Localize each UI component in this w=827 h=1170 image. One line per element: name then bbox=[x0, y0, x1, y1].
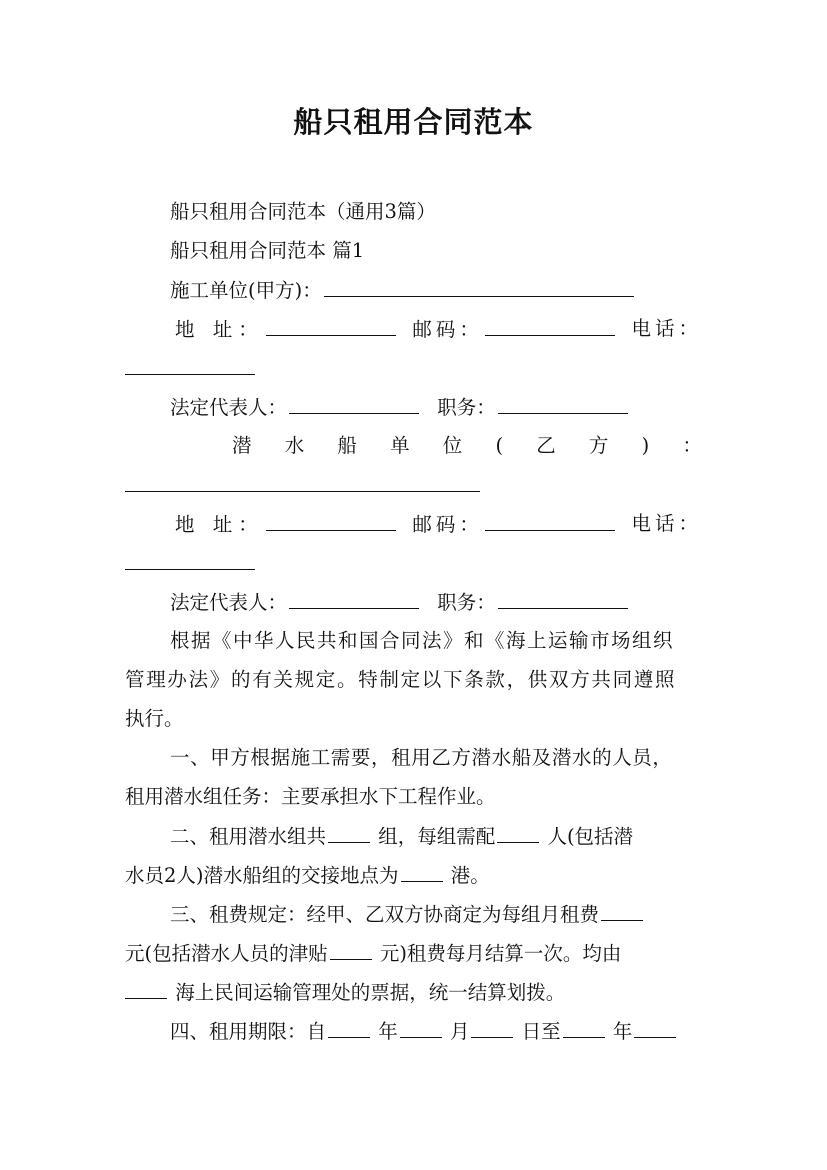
party-b-char: 潜 bbox=[232, 434, 252, 457]
clause-2-text: 二、租用潜水组共 bbox=[170, 825, 327, 848]
rep-blank bbox=[289, 393, 419, 414]
document-subtitle: 船只租用合同范本（通用3篇） bbox=[170, 200, 436, 223]
intro-line-3: 执行。 bbox=[125, 707, 184, 730]
blank bbox=[330, 939, 372, 960]
party-a-phone-blank-line bbox=[125, 354, 255, 383]
clause-3-line-3 bbox=[125, 978, 565, 1007]
party-a-phone: 电话： bbox=[631, 317, 702, 340]
clause-1-line-1: 一、甲方根据施工需要，租用乙方潜水船及潜水的人员， bbox=[170, 746, 673, 769]
position-label: 职务： bbox=[437, 396, 496, 419]
address-blank bbox=[266, 510, 396, 531]
phone-blank bbox=[125, 354, 255, 375]
clause-1-line-2: 租用潜水组任务：主要承担水下工程作业。 bbox=[125, 785, 496, 808]
party-a-label: 施工单位(甲方)： bbox=[170, 279, 322, 302]
clause-4-line-1 bbox=[170, 1017, 678, 1046]
clause-4-text: 四、租用期限：自 bbox=[170, 1020, 327, 1043]
party-b-char: ( bbox=[495, 434, 504, 457]
clause-4-text: 月 bbox=[449, 1020, 470, 1043]
clause-3-line-2 bbox=[125, 939, 621, 968]
party-b-char: 船 bbox=[337, 434, 357, 457]
party-a-postcode bbox=[412, 315, 617, 344]
party-b-phone-blank-line bbox=[125, 549, 255, 578]
party-b-char: 单 bbox=[390, 434, 410, 457]
clause-3-text: 三、租费规定：经甲、乙双方协商定为每组月租费 bbox=[170, 903, 600, 926]
clause-3-line-1 bbox=[170, 900, 645, 929]
clause-4-text: 年 bbox=[612, 1020, 633, 1043]
intro-line-2: 管理办法》的有关规定。特制定以下条款，供双方共同遵照 bbox=[125, 668, 677, 691]
clause-4-text: 日至 bbox=[521, 1020, 561, 1043]
blank bbox=[328, 1017, 370, 1038]
postcode-label: 邮码： bbox=[412, 513, 483, 536]
party-a-address-line bbox=[175, 315, 702, 344]
postcode-label: 邮码： bbox=[412, 318, 483, 341]
clause-3-text: 海上民间运输管理处的票据，统一结算划拨。 bbox=[175, 981, 566, 1004]
clause-2-text: 水员2人)潜水船组的交接地点为 bbox=[125, 864, 399, 887]
phone-blank bbox=[125, 549, 255, 570]
blank bbox=[634, 1017, 676, 1038]
rep-label: 法定代表人： bbox=[170, 396, 288, 419]
clause-2-text: 组，每组需配 bbox=[378, 825, 496, 848]
party-b-phone: 电话： bbox=[631, 512, 702, 535]
party-b-char: 位 bbox=[442, 434, 463, 457]
party-b-rep-line bbox=[170, 588, 630, 617]
party-b-blank bbox=[125, 471, 480, 492]
address-blank bbox=[266, 315, 396, 336]
position-label: 职务： bbox=[437, 591, 496, 614]
postcode-blank bbox=[485, 315, 615, 336]
postcode-blank bbox=[485, 510, 615, 531]
blank bbox=[400, 1017, 442, 1038]
party-b-blank-line bbox=[125, 471, 480, 500]
blank bbox=[563, 1017, 605, 1038]
party-b-char: ： bbox=[682, 434, 702, 457]
rep-blank bbox=[289, 588, 419, 609]
document-title: 船只租用合同范本 bbox=[293, 105, 534, 139]
position-blank bbox=[498, 588, 628, 609]
party-b-label-line bbox=[232, 432, 702, 460]
party-b-char: 水 bbox=[284, 434, 305, 457]
clause-3-text: 元(包括潜水人员的津贴 bbox=[125, 942, 328, 965]
blank bbox=[328, 822, 370, 843]
party-a-blank bbox=[324, 276, 634, 297]
position-blank bbox=[498, 393, 628, 414]
clause-2-text: 人(包括潜 bbox=[547, 825, 634, 848]
blank bbox=[401, 861, 443, 882]
intro-line-1: 根据《中华人民共和国合同法》和《海上运输市场组织 bbox=[170, 629, 675, 652]
clause-2-line-2 bbox=[125, 861, 490, 890]
address-label: 地 址： bbox=[175, 318, 264, 341]
rep-label: 法定代表人： bbox=[170, 591, 288, 614]
clause-4-text: 年 bbox=[378, 1020, 398, 1043]
blank bbox=[601, 900, 643, 921]
blank bbox=[471, 1017, 513, 1038]
party-b-postcode bbox=[412, 510, 617, 539]
clause-3-text: 元)租费每月结算一次。均由 bbox=[379, 942, 622, 965]
party-b-char: 方 bbox=[588, 434, 609, 457]
blank bbox=[497, 822, 539, 843]
party-a-rep-line bbox=[170, 393, 630, 422]
party-b-char: ) bbox=[641, 434, 650, 457]
party-a-line bbox=[170, 276, 636, 305]
party-a-address bbox=[175, 315, 398, 344]
section-heading: 船只租用合同范本 篇1 bbox=[170, 239, 365, 262]
clause-2-text: 港。 bbox=[450, 864, 490, 887]
party-b-address bbox=[175, 510, 398, 539]
address-label: 地 址： bbox=[175, 513, 264, 536]
clause-2-line-1 bbox=[170, 822, 633, 851]
party-b-address-line bbox=[175, 510, 702, 539]
party-b-char: 乙 bbox=[536, 434, 556, 457]
blank bbox=[125, 978, 167, 999]
